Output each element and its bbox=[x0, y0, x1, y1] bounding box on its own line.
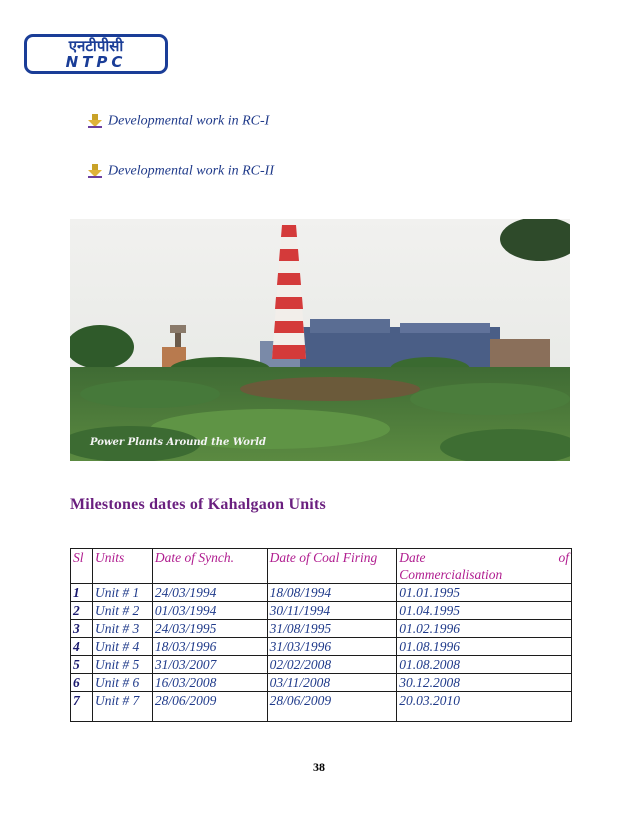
cell-sl: 6 bbox=[71, 674, 93, 692]
cell-synch: 18/03/1996 bbox=[152, 638, 267, 656]
cell-comm: 30.12.2008 bbox=[397, 674, 572, 692]
cell-coal: 02/02/2008 bbox=[267, 656, 397, 674]
cell-synch: 28/06/2009 bbox=[152, 692, 267, 722]
header-coal-firing: Date of Coal Firing bbox=[267, 549, 397, 584]
header-comm-date: Date bbox=[399, 550, 426, 565]
header-units: Units bbox=[92, 549, 152, 584]
cell-comm: 01.08.1996 bbox=[397, 638, 572, 656]
bullet-item bbox=[88, 112, 269, 130]
cell-coal: 30/11/1994 bbox=[267, 602, 397, 620]
power-plant-photo bbox=[70, 219, 570, 461]
header-comm-of: of bbox=[558, 550, 569, 565]
table-row bbox=[71, 602, 572, 620]
cell-sl: 2 bbox=[71, 602, 93, 620]
table-header-row bbox=[71, 549, 572, 584]
cell-coal: 28/06/2009 bbox=[267, 692, 397, 722]
down-arrow-bullet-icon bbox=[88, 164, 102, 178]
cell-unit: Unit # 6 bbox=[92, 674, 152, 692]
milestones-table bbox=[70, 548, 572, 722]
cell-comm: 01.04.1995 bbox=[397, 602, 572, 620]
table-row bbox=[71, 656, 572, 674]
photo-caption: Power Plants Around the World bbox=[90, 437, 267, 448]
table-row bbox=[71, 674, 572, 692]
bullet-text: Developmental work in RC-II bbox=[108, 163, 275, 179]
logo-english-text: NTPC bbox=[65, 53, 127, 71]
header-sl: Sl bbox=[71, 549, 93, 584]
cell-comm: 20.03.2010 bbox=[397, 692, 572, 722]
cell-unit: Unit # 7 bbox=[92, 692, 152, 722]
cell-unit: Unit # 1 bbox=[92, 584, 152, 602]
bullet-text: Developmental work in RC-I bbox=[108, 113, 270, 129]
cell-synch: 01/03/1994 bbox=[152, 602, 267, 620]
cell-unit: Unit # 4 bbox=[92, 638, 152, 656]
logo-hindi-text: एनटीपीसी bbox=[68, 37, 124, 55]
cell-synch: 24/03/1994 bbox=[152, 584, 267, 602]
cell-unit: Unit # 3 bbox=[92, 620, 152, 638]
cell-sl: 5 bbox=[71, 656, 93, 674]
cell-sl: 4 bbox=[71, 638, 93, 656]
cell-coal: 31/03/1996 bbox=[267, 638, 397, 656]
cell-comm: 01.08.2008 bbox=[397, 656, 572, 674]
power-plant-illustration bbox=[70, 219, 570, 461]
header-commercialisation bbox=[397, 549, 572, 584]
table-row bbox=[71, 692, 572, 722]
cell-synch: 16/03/2008 bbox=[152, 674, 267, 692]
cell-coal: 18/08/1994 bbox=[267, 584, 397, 602]
cell-sl: 3 bbox=[71, 620, 93, 638]
table-row bbox=[71, 584, 572, 602]
down-arrow-bullet-icon bbox=[88, 114, 102, 128]
cell-comm: 01.01.1995 bbox=[397, 584, 572, 602]
page-number: 38 bbox=[313, 760, 325, 774]
cell-coal: 03/11/2008 bbox=[267, 674, 397, 692]
section-heading: Milestones dates of Kahalgaon Units bbox=[70, 496, 326, 513]
cell-coal: 31/08/1995 bbox=[267, 620, 397, 638]
cell-sl: 1 bbox=[71, 584, 93, 602]
header-synch: Date of Synch. bbox=[152, 549, 267, 584]
cell-sl: 7 bbox=[71, 692, 93, 722]
table-row bbox=[71, 638, 572, 656]
bullet-item bbox=[88, 162, 274, 180]
header-comm-label: Commercialisation bbox=[399, 567, 503, 582]
table-row bbox=[71, 620, 572, 638]
cell-unit: Unit # 2 bbox=[92, 602, 152, 620]
cell-comm: 01.02.1996 bbox=[397, 620, 572, 638]
cell-synch: 24/03/1995 bbox=[152, 620, 267, 638]
cell-unit: Unit # 5 bbox=[92, 656, 152, 674]
cell-synch: 31/03/2007 bbox=[152, 656, 267, 674]
ntpc-logo bbox=[24, 34, 168, 74]
